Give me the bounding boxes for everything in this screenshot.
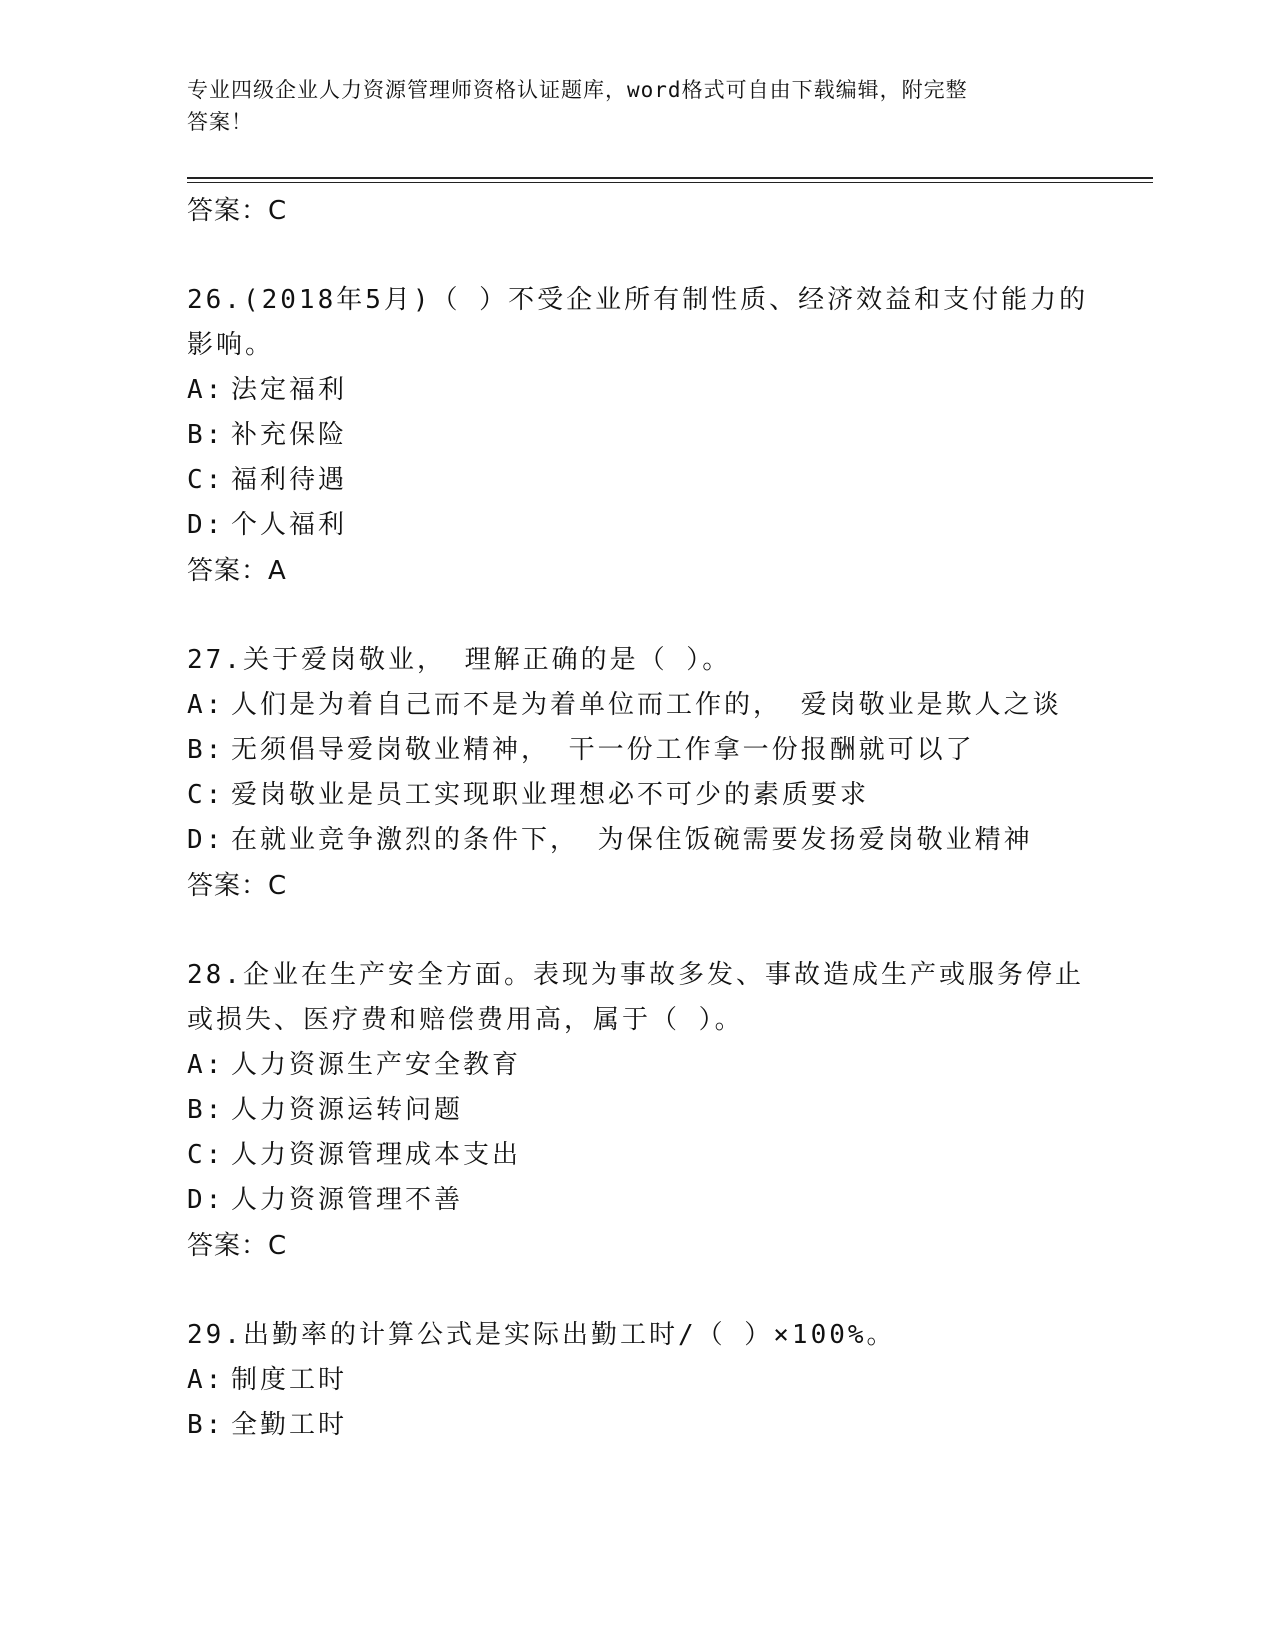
option-key: C: [187, 465, 225, 495]
option-a [187, 1358, 1153, 1403]
option-key: B: [187, 1410, 225, 1440]
option-key: B: [187, 735, 225, 765]
option-c [187, 458, 1153, 503]
page-header [187, 74, 1067, 138]
option-b [187, 728, 1153, 773]
option-text: 无须倡导爱岗敬业精神， 干一份工作拿一份报酬就可以了 [231, 735, 975, 765]
question-27-answer: 答案：C [187, 871, 288, 901]
question-29 [187, 1313, 1153, 1448]
option-text: 法定福利 [231, 375, 348, 405]
option-b [187, 1403, 1153, 1448]
question-28-stem-1: 28.企业在生产安全方面。表现为事故多发、事故造成生产或服务停止 [187, 960, 1084, 990]
option-key: C: [187, 1140, 225, 1170]
option-key: A: [187, 1050, 225, 1080]
option-text: 在就业竞争激烈的条件下， 为保住饭碗需要发扬爱岗敬业精神 [231, 825, 1033, 855]
option-text: 福利待遇 [231, 465, 348, 495]
option-c [187, 1133, 1153, 1178]
question-list [187, 188, 1153, 1448]
option-key: D: [187, 510, 225, 540]
option-text: 个人福利 [231, 510, 348, 540]
option-key: B: [187, 420, 225, 450]
option-key: C: [187, 780, 225, 810]
option-key: A: [187, 375, 225, 405]
question-29-stem: 29.出勤率的计算公式是实际出勤工时/（ ）×100%。 [187, 1320, 896, 1350]
header-line-1: 专业四级企业人力资源管理师资格认证题库，word格式可自由下载编辑，附完整 [187, 78, 968, 102]
header-divider-thin [187, 182, 1153, 183]
option-key: A: [187, 1365, 225, 1395]
option-text: 人力资源管理不善 [231, 1185, 464, 1215]
option-text: 人们是为着自己而不是为着单位而工作的， 爱岗敬业是欺人之谈 [231, 690, 1062, 720]
question-28-answer: 答案：C [187, 1231, 288, 1261]
question-27 [187, 638, 1153, 909]
option-text: 补充保险 [231, 420, 348, 450]
question-26-stem-1: 26.(2018年5月)（ ）不受企业所有制性质、经济效益和支付能力的 [187, 285, 1089, 315]
option-key: D: [187, 1185, 225, 1215]
option-text: 人力资源生产安全教育 [231, 1050, 522, 1080]
option-key: B: [187, 1095, 225, 1125]
option-b [187, 413, 1153, 458]
header-divider [187, 177, 1153, 179]
question-26-answer: 答案：A [187, 556, 287, 586]
option-c [187, 773, 1153, 818]
option-a [187, 368, 1153, 413]
question-26 [187, 278, 1153, 594]
option-text: 全勤工时 [231, 1410, 348, 1440]
question-28-stem-2: 或损失、医疗费和赔偿费用高，属于（ ）。 [187, 1005, 744, 1035]
option-a [187, 1043, 1153, 1088]
option-text: 爱岗敬业是员工实现职业理想必不可少的素质要求 [231, 780, 870, 810]
question-26-stem-2: 影响。 [187, 330, 275, 360]
option-text: 人力资源管理成本支出 [231, 1140, 522, 1170]
question-27-stem: 27.关于爱岗敬业， 理解正确的是（ ）。 [187, 645, 732, 675]
answer-prev: 答案：C [187, 196, 288, 226]
option-d [187, 1178, 1153, 1223]
option-key: D: [187, 825, 225, 855]
option-key: A: [187, 690, 225, 720]
option-b [187, 1088, 1153, 1133]
option-text: 人力资源运转问题 [231, 1095, 464, 1125]
question-28 [187, 953, 1153, 1269]
option-d [187, 818, 1153, 863]
option-a [187, 683, 1153, 728]
option-d [187, 503, 1153, 548]
option-text: 制度工时 [231, 1365, 348, 1395]
header-line-2: 答案！ [187, 110, 253, 134]
